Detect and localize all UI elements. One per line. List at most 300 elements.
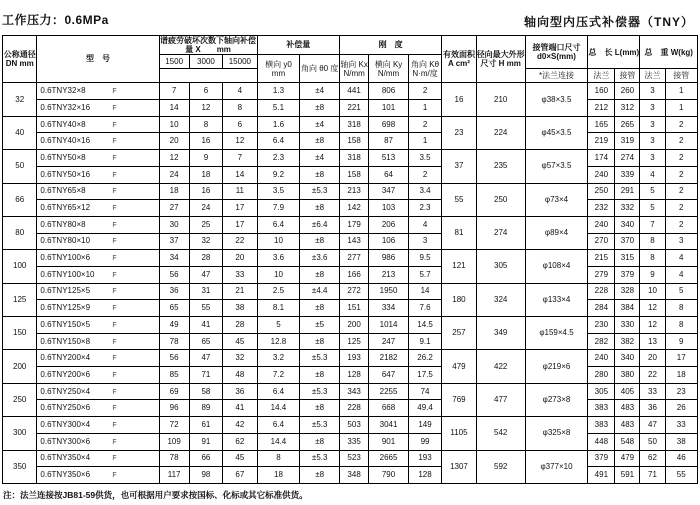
cell-ww: 9 [665, 333, 698, 350]
flange-mark: F [112, 321, 117, 329]
cell-wf: 3 [640, 100, 665, 117]
cell-wf: 8 [640, 250, 665, 267]
flange-mark: F [112, 421, 117, 429]
cell-ww: 1 [665, 100, 698, 117]
cell-x3: 11 [223, 183, 257, 200]
cell-ko: 2 [408, 83, 441, 100]
cell-model [37, 100, 159, 117]
cell-lf: 448 [588, 433, 615, 450]
cell-x2: 61 [189, 417, 222, 434]
table-row [3, 166, 698, 183]
cell-area: 23 [442, 116, 476, 149]
cell-ky: 206 [369, 216, 409, 233]
cell-pipe: φ133×4 [525, 283, 588, 316]
cell-x1: 20 [159, 133, 189, 150]
cell-dn: 125 [3, 283, 37, 316]
cell-y: 8 [257, 450, 300, 467]
cell-x2: 25 [189, 216, 222, 233]
cell-ko: 3.5 [408, 150, 441, 167]
cell-ko: 17.5 [408, 367, 441, 384]
cell-model [37, 233, 159, 250]
cell-ko: 9.1 [408, 333, 441, 350]
cell-y: 7.9 [257, 200, 300, 217]
flange-mark: F [112, 188, 117, 196]
table-row [3, 317, 698, 334]
cell-model [37, 216, 159, 233]
cell-x2: 16 [189, 133, 222, 150]
table-row [3, 467, 698, 484]
cell-lw: 379 [615, 266, 640, 283]
cell-model [37, 417, 159, 434]
cell-x3: 6 [223, 116, 257, 133]
cell-ww: 46 [665, 450, 698, 467]
cell-dn: 40 [3, 116, 37, 149]
cell-x2: 58 [189, 383, 222, 400]
cell-wf: 9 [640, 266, 665, 283]
cell-lf: 270 [588, 233, 615, 250]
cell-outer-dia: 592 [476, 450, 525, 483]
table-row [3, 233, 698, 250]
col-1500: 1500 [159, 55, 189, 69]
cell-lw: 548 [615, 433, 640, 450]
cell-kx: 158 [340, 166, 369, 183]
flange-mark: F [112, 171, 117, 179]
cell-x2: 65 [189, 333, 222, 350]
cell-x1: 85 [159, 367, 189, 384]
cell-kx: 272 [340, 283, 369, 300]
cell-ww: 2 [665, 116, 698, 133]
cell-wf: 3 [640, 133, 665, 150]
cell-ko: 5.7 [408, 266, 441, 283]
cell-kx: 343 [340, 383, 369, 400]
table-row [3, 100, 698, 117]
cell-wf: 22 [640, 367, 665, 384]
flange-mark: F [112, 355, 117, 363]
cell-x3: 17 [223, 216, 257, 233]
cell-x2: 98 [189, 467, 222, 484]
cell-ko: 2 [408, 116, 441, 133]
cell-y: 3.5 [257, 183, 300, 200]
cell-ww: 1 [665, 83, 698, 100]
model-name: 0.6TNY150×5 [40, 319, 91, 329]
table-row [3, 283, 698, 300]
working-pressure: 工作压力：0.6MPa [2, 13, 109, 27]
cell-model [37, 350, 159, 367]
model-name: 0.6TNY50×8 [40, 152, 86, 162]
cell-x2: 47 [189, 266, 222, 283]
col-pipe-flange: *法兰连接 [525, 69, 588, 83]
flange-mark: F [112, 255, 117, 263]
model-name: 0.6TNY150×8 [40, 336, 91, 346]
cell-ko: 14 [408, 283, 441, 300]
cell-ko: 4 [408, 216, 441, 233]
cell-lf: 219 [588, 133, 615, 150]
cell-x3: 67 [223, 467, 257, 484]
cell-wf: 12 [640, 317, 665, 334]
cell-kx: 335 [340, 433, 369, 450]
cell-x1: 117 [159, 467, 189, 484]
cell-ko: 7.6 [408, 300, 441, 317]
cell-x2: 55 [189, 300, 222, 317]
flange-mark: F [112, 305, 117, 313]
cell-ww: 3 [665, 233, 698, 250]
cell-x1: 109 [159, 433, 189, 450]
cell-x1: 65 [159, 300, 189, 317]
cell-lw: 483 [615, 417, 640, 434]
model-name: 0.6TNY250×4 [40, 386, 91, 396]
flange-mark: F [112, 371, 117, 379]
flange-mark: F [112, 138, 117, 146]
cell-ko: 26.2 [408, 350, 441, 367]
cell-outer-dia: 477 [476, 383, 525, 416]
cell-t: ±5.3 [300, 183, 340, 200]
cell-lw: 384 [615, 300, 640, 317]
cell-y: 5.1 [257, 100, 300, 117]
cell-pipe: φ38×3.5 [525, 83, 588, 116]
cell-lf: 282 [588, 333, 615, 350]
model-name: 0.6TNY80×10 [40, 236, 91, 246]
cell-wf: 20 [640, 350, 665, 367]
cell-t: ±4 [300, 83, 340, 100]
cell-model [37, 283, 159, 300]
cell-lf: 383 [588, 400, 615, 417]
flange-mark: F [112, 221, 117, 229]
table-row [3, 367, 698, 384]
cell-model [37, 450, 159, 467]
model-name: 0.6TNY200×6 [40, 369, 91, 379]
table-row [3, 450, 698, 467]
cell-kx: 200 [340, 317, 369, 334]
cell-lf: 160 [588, 83, 615, 100]
cell-wf: 8 [640, 233, 665, 250]
cell-outer-dia: 274 [476, 216, 525, 249]
cell-y: 6.4 [257, 417, 300, 434]
cell-y: 7.2 [257, 367, 300, 384]
cell-x3: 48 [223, 367, 257, 384]
cell-x1: 56 [159, 350, 189, 367]
header [0, 0, 700, 34]
cell-dn: 250 [3, 383, 37, 416]
cell-ko: 128 [408, 467, 441, 484]
flange-mark: F [112, 121, 117, 129]
cell-ky: 513 [369, 150, 409, 167]
cell-ww: 2 [665, 150, 698, 167]
cell-t: ±5.3 [300, 383, 340, 400]
cell-lw: 380 [615, 367, 640, 384]
cell-ww: 2 [665, 166, 698, 183]
cell-ww: 5 [665, 283, 698, 300]
cell-lf: 230 [588, 317, 615, 334]
cell-lw: 340 [615, 216, 640, 233]
col-length-flange: 法兰 [588, 69, 615, 83]
table-row [3, 200, 698, 217]
cell-ky: 106 [369, 233, 409, 250]
cell-t: ±4 [300, 150, 340, 167]
model-name: 0.6TNY65×8 [40, 186, 86, 196]
model-name: 0.6TNY250×6 [40, 403, 91, 413]
col-3000: 3000 [189, 55, 222, 69]
cell-x3: 32 [223, 350, 257, 367]
cell-ky: 1950 [369, 283, 409, 300]
cell-x1: 14 [159, 100, 189, 117]
cell-lw: 370 [615, 233, 640, 250]
cell-t: ±8 [300, 433, 340, 450]
cell-outer-dia: 542 [476, 417, 525, 450]
cell-t: ±4.4 [300, 283, 340, 300]
table-row [3, 250, 698, 267]
cell-lf: 250 [588, 183, 615, 200]
cell-t: ±5 [300, 317, 340, 334]
cell-x2: 32 [189, 233, 222, 250]
col-pipe: 接管端口尺寸 d0×S(mm) [525, 36, 588, 69]
cell-lf: 232 [588, 200, 615, 217]
cell-x2: 66 [189, 450, 222, 467]
cell-wf: 12 [640, 300, 665, 317]
cell-lw: 332 [615, 200, 640, 217]
cell-x2: 12 [189, 100, 222, 117]
cell-wf: 10 [640, 283, 665, 300]
cell-t: ±8 [300, 333, 340, 350]
cell-t: ±8 [300, 266, 340, 283]
cell-lw: 340 [615, 350, 640, 367]
cell-kx: 125 [340, 333, 369, 350]
col-outer-dia: 径向最大外形尺寸 H mm [476, 36, 525, 83]
cell-kx: 228 [340, 400, 369, 417]
cell-lf: 280 [588, 367, 615, 384]
cell-dn: 50 [3, 150, 37, 183]
cell-y: 3.2 [257, 350, 300, 367]
cell-dn: 100 [3, 250, 37, 283]
cell-kx: 318 [340, 150, 369, 167]
cell-wf: 3 [640, 116, 665, 133]
cell-t: ±5.3 [300, 450, 340, 467]
cell-x2: 41 [189, 317, 222, 334]
table-row [3, 433, 698, 450]
cell-ww: 2 [665, 200, 698, 217]
flange-mark: F [112, 388, 117, 396]
cell-y: 6.4 [257, 133, 300, 150]
cell-y: 8.1 [257, 300, 300, 317]
cell-ky: 213 [369, 266, 409, 283]
cell-ky: 87 [369, 133, 409, 150]
cell-x1: 78 [159, 333, 189, 350]
flange-mark: F [112, 238, 117, 246]
cell-pipe: φ57×3.5 [525, 150, 588, 183]
cell-model [37, 333, 159, 350]
cell-dn: 350 [3, 450, 37, 483]
model-name: 0.6TNY32×8 [40, 86, 86, 96]
cell-wf: 71 [640, 467, 665, 484]
cell-model [37, 250, 159, 267]
cell-x1: 96 [159, 400, 189, 417]
cell-area: 16 [442, 83, 476, 116]
cell-x1: 37 [159, 233, 189, 250]
cell-ww: 2 [665, 133, 698, 150]
cell-t: ±8 [300, 400, 340, 417]
cell-x1: 10 [159, 116, 189, 133]
cell-lf: 215 [588, 250, 615, 267]
cell-ko: 99 [408, 433, 441, 450]
cell-wf: 5 [640, 183, 665, 200]
cell-x3: 7 [223, 150, 257, 167]
cell-ww: 55 [665, 467, 698, 484]
table-row [3, 150, 698, 167]
cell-model [37, 383, 159, 400]
cell-lw: 591 [615, 467, 640, 484]
col-weight: 总 重 W(kg) [640, 36, 698, 69]
cell-y: 10 [257, 233, 300, 250]
cell-ky: 3041 [369, 417, 409, 434]
cell-x3: 62 [223, 433, 257, 450]
cell-model [37, 83, 159, 100]
cell-lw: 312 [615, 100, 640, 117]
cell-ww: 2 [665, 216, 698, 233]
model-name: 0.6TNY100×6 [40, 253, 91, 263]
cell-model [37, 433, 159, 450]
cell-model [37, 166, 159, 183]
cell-dn: 300 [3, 417, 37, 450]
cell-ky: 647 [369, 367, 409, 384]
cell-x2: 16 [189, 183, 222, 200]
table-row [3, 183, 698, 200]
cell-pipe: φ159×4.5 [525, 317, 588, 350]
cell-lw: 319 [615, 133, 640, 150]
cell-x1: 24 [159, 166, 189, 183]
cell-kx: 277 [340, 250, 369, 267]
cell-x1: 27 [159, 200, 189, 217]
cell-lf: 240 [588, 350, 615, 367]
cell-model [37, 183, 159, 200]
cell-lw: 479 [615, 450, 640, 467]
cell-x3: 8 [223, 100, 257, 117]
cell-model [37, 467, 159, 484]
cell-ky: 806 [369, 83, 409, 100]
cell-outer-dia: 349 [476, 317, 525, 350]
cell-pipe: φ377×10 [525, 450, 588, 483]
flange-mark: F [112, 405, 117, 413]
cell-model [37, 116, 159, 133]
cell-outer-dia: 224 [476, 116, 525, 149]
cell-t: ±8 [300, 367, 340, 384]
cell-ky: 247 [369, 333, 409, 350]
flange-mark: F [112, 288, 117, 296]
cell-model [37, 266, 159, 283]
cell-pipe: φ45×3.5 [525, 116, 588, 149]
cell-pipe: φ325×8 [525, 417, 588, 450]
flange-mark: F [112, 438, 117, 446]
footnote: 注：法兰连接按JB81-59供货，也可根据用户要求按国标、化标或其它标准供货。 [3, 490, 308, 500]
cell-wf: 5 [640, 200, 665, 217]
cell-kx: 179 [340, 216, 369, 233]
cell-dn: 66 [3, 183, 37, 216]
cell-lf: 284 [588, 300, 615, 317]
cell-ww: 8 [665, 300, 698, 317]
cell-y: 2.5 [257, 283, 300, 300]
cell-dn: 32 [3, 83, 37, 116]
cell-x2: 6 [189, 83, 222, 100]
cell-kx: 221 [340, 100, 369, 117]
cell-t: ±8 [300, 100, 340, 117]
cell-x3: 45 [223, 450, 257, 467]
cell-x1: 78 [159, 450, 189, 467]
cell-t: ±8 [300, 467, 340, 484]
model-name: 0.6TNY40×16 [40, 136, 91, 146]
cell-ky: 334 [369, 300, 409, 317]
cell-ky: 101 [369, 100, 409, 117]
cell-x2: 8 [189, 116, 222, 133]
cell-area: 81 [442, 216, 476, 249]
col-dn: 公称通径 DN mm [3, 36, 37, 83]
col-ko: 角向 Kθ N·m/度 [408, 55, 441, 83]
cell-x2: 91 [189, 433, 222, 450]
cell-dn: 150 [3, 317, 37, 350]
cell-outer-dia: 235 [476, 150, 525, 183]
cell-y: 14.4 [257, 433, 300, 450]
cell-outer-dia: 422 [476, 350, 525, 383]
cell-x1: 72 [159, 417, 189, 434]
flange-mark: F [112, 455, 117, 463]
cell-ww: 4 [665, 266, 698, 283]
cell-x1: 36 [159, 283, 189, 300]
cell-kx: 213 [340, 183, 369, 200]
model-name: 0.6TNY300×6 [40, 436, 91, 446]
cell-kx: 193 [340, 350, 369, 367]
model-name: 0.6TNY300×4 [40, 419, 91, 429]
cell-y: 12.8 [257, 333, 300, 350]
cell-lf: 240 [588, 216, 615, 233]
cell-lw: 330 [615, 317, 640, 334]
cell-x2: 24 [189, 200, 222, 217]
cell-x1: 69 [159, 383, 189, 400]
col-angular: 角向 θ0 度 [300, 55, 340, 83]
cell-ww: 38 [665, 433, 698, 450]
cell-ky: 986 [369, 250, 409, 267]
col-weight-weld: 接管 [665, 69, 698, 83]
cell-ky: 1014 [369, 317, 409, 334]
cell-model [37, 317, 159, 334]
cell-y: 5 [257, 317, 300, 334]
cell-wf: 62 [640, 450, 665, 467]
cell-ky: 2182 [369, 350, 409, 367]
cell-kx: 523 [340, 450, 369, 467]
cell-area: 180 [442, 283, 476, 316]
cell-lf: 240 [588, 166, 615, 183]
cell-t: ±5.3 [300, 417, 340, 434]
cell-dn: 200 [3, 350, 37, 383]
cell-area: 1105 [442, 417, 476, 450]
col-lateral: 横向 y0 mm [257, 55, 300, 83]
cell-x3: 41 [223, 400, 257, 417]
flange-mark: F [112, 88, 117, 96]
cell-ww: 26 [665, 400, 698, 417]
cell-t: ±8 [300, 300, 340, 317]
cell-x2: 71 [189, 367, 222, 384]
cell-y: 6.4 [257, 383, 300, 400]
cell-lf: 228 [588, 283, 615, 300]
cell-outer-dia: 250 [476, 183, 525, 216]
cell-ko: 3.4 [408, 183, 441, 200]
cell-ko: 2.3 [408, 200, 441, 217]
cell-kx: 503 [340, 417, 369, 434]
cell-wf: 50 [640, 433, 665, 450]
cell-ww: 8 [665, 317, 698, 334]
cell-area: 257 [442, 317, 476, 350]
flange-mark: F [112, 154, 117, 162]
cell-t: ±8 [300, 233, 340, 250]
cell-ky: 103 [369, 200, 409, 217]
cell-kx: 158 [340, 133, 369, 150]
table-row [3, 383, 698, 400]
